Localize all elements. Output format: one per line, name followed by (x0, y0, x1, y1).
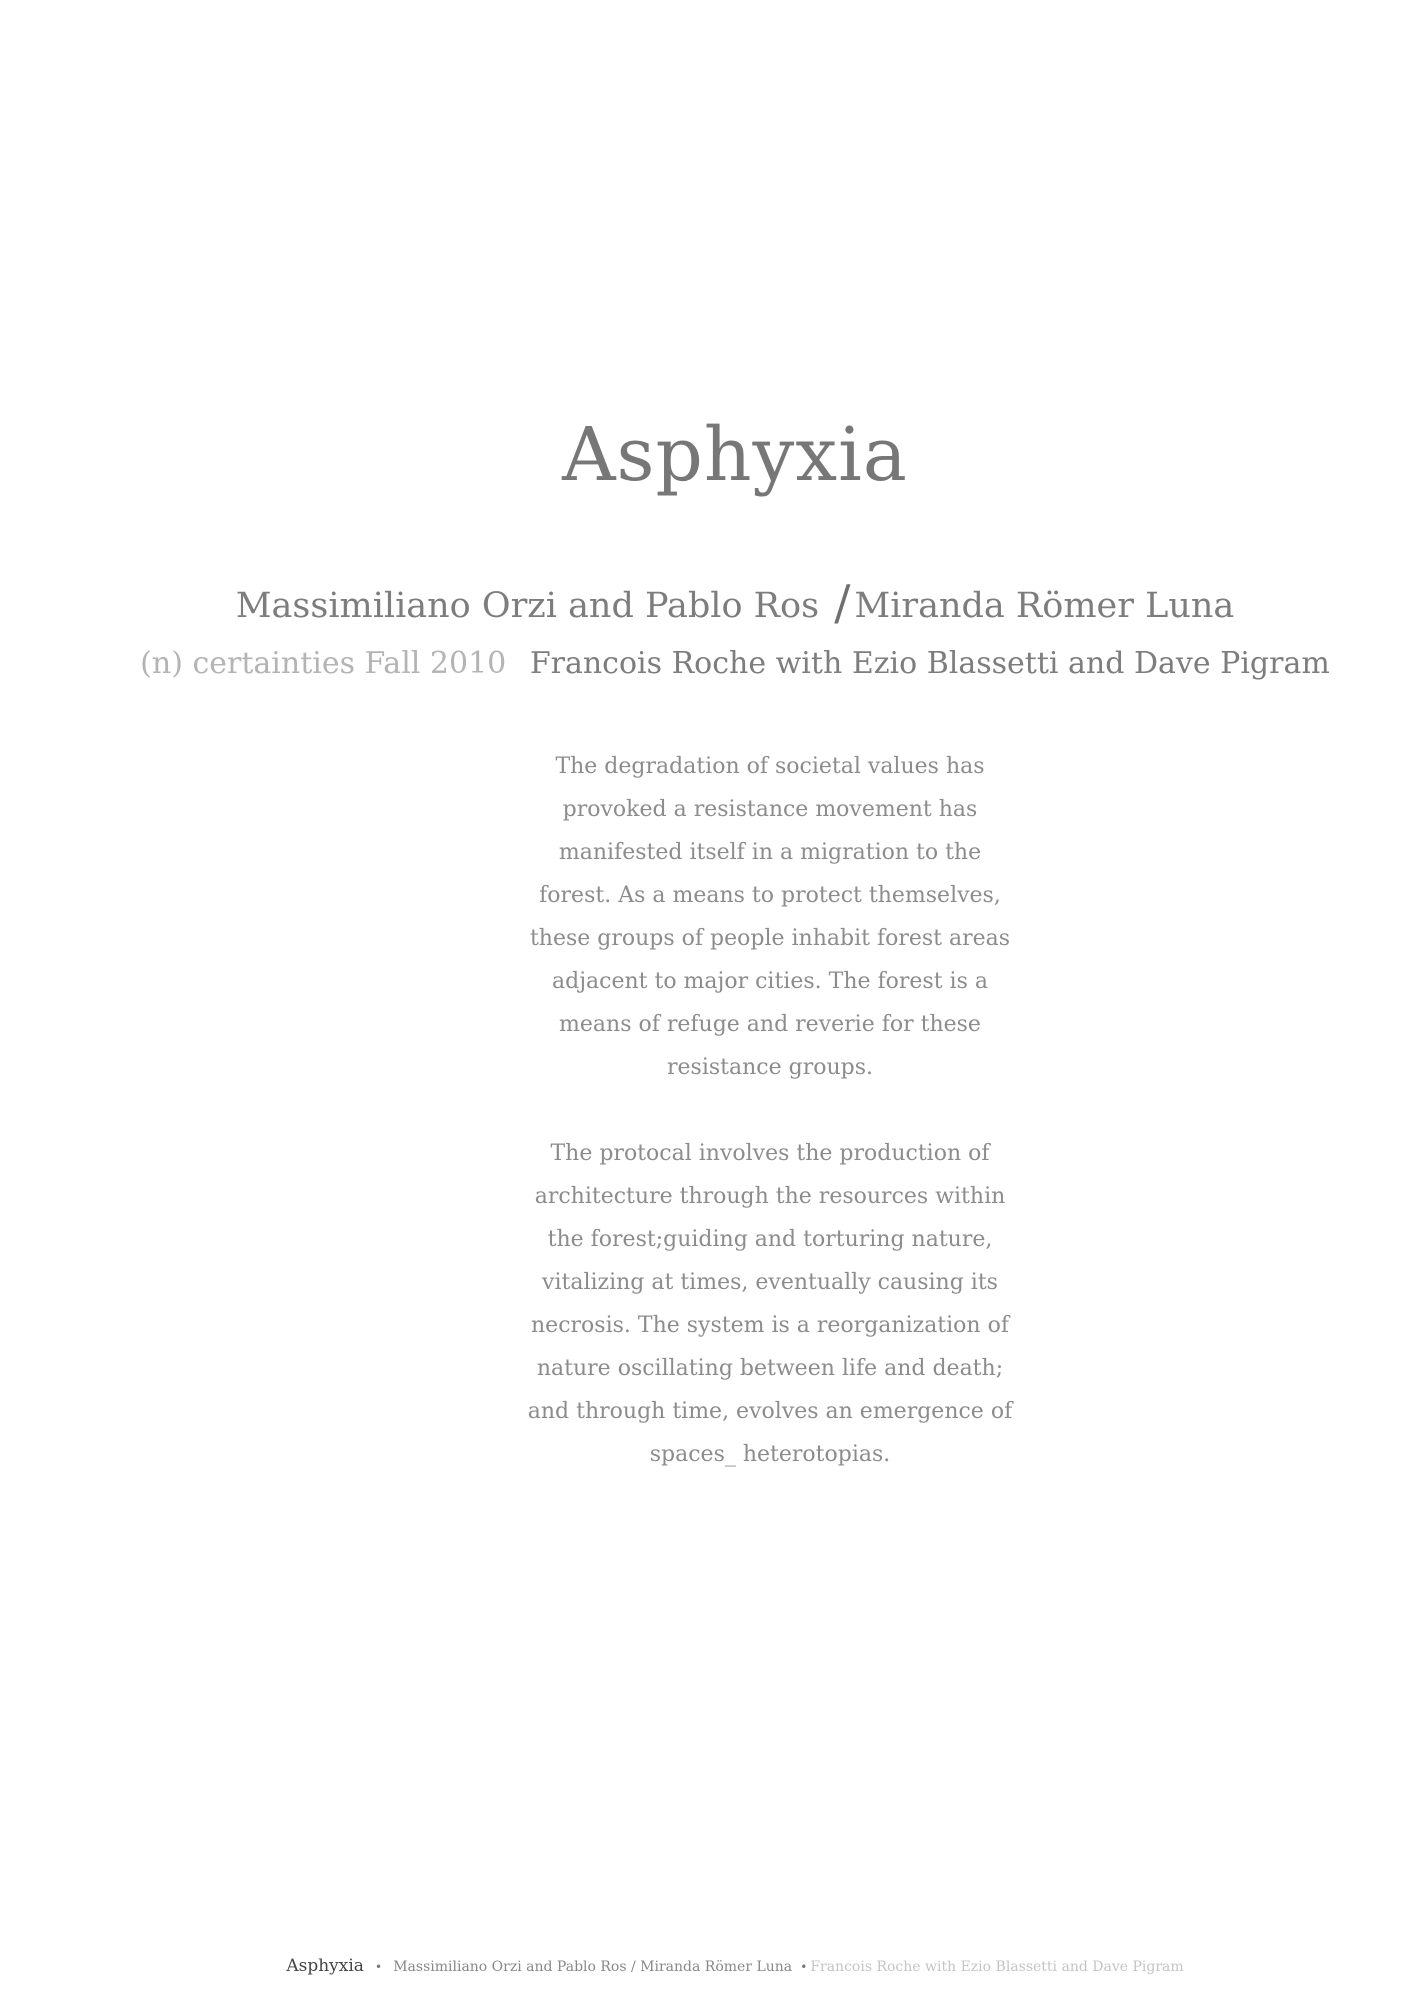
authors-line (0, 575, 1414, 633)
footer-instructors: Francois Roche with Ezio Blassetti and Dave Pigram (810, 1959, 1184, 1975)
page-title: Asphyxia (562, 412, 908, 498)
footer-authors: Massimiliano Orzi and Pablo Ros / Miranda Römer Luna (393, 1959, 793, 1975)
instructors-name: Francois Roche with Ezio Blassetti and Dave Pigram (529, 646, 1330, 681)
authors-secondary: Miranda Römer Luna (854, 586, 1235, 626)
course-line (0, 646, 1414, 682)
body-paragraph-2: The protocal involves the production of architecture through the resources within the forest;guiding and torturing nature, vitalizing at times, eventually causing its necrosis. The system is a reorganization of nature oscillating between life and death; and through time, evolves an emergence of spaces_ heterotopias. (527, 1141, 1013, 1467)
footer-title: Asphyxia (286, 1956, 364, 1976)
studio-name: (n) certainties Fall 2010 (140, 646, 507, 681)
footer-separator-1: • (375, 1960, 383, 1974)
authors-slash: / (834, 575, 851, 631)
footer-separator-2: • (800, 1960, 808, 1974)
body-paragraph-1: The degradation of societal values has provoked a resistance movement has manifested itself in a migration to the forest. As a means to protect themselves, these groups of people inhabit forest areas adjacent to major cities. The forest is a means of refuge and reverie for these resistance groups. (529, 754, 1011, 1080)
page-footer (0, 1958, 1414, 1975)
body-text (520, 745, 1020, 1476)
authors-primary: Massimiliano Orzi and Pablo Ros (235, 586, 820, 626)
